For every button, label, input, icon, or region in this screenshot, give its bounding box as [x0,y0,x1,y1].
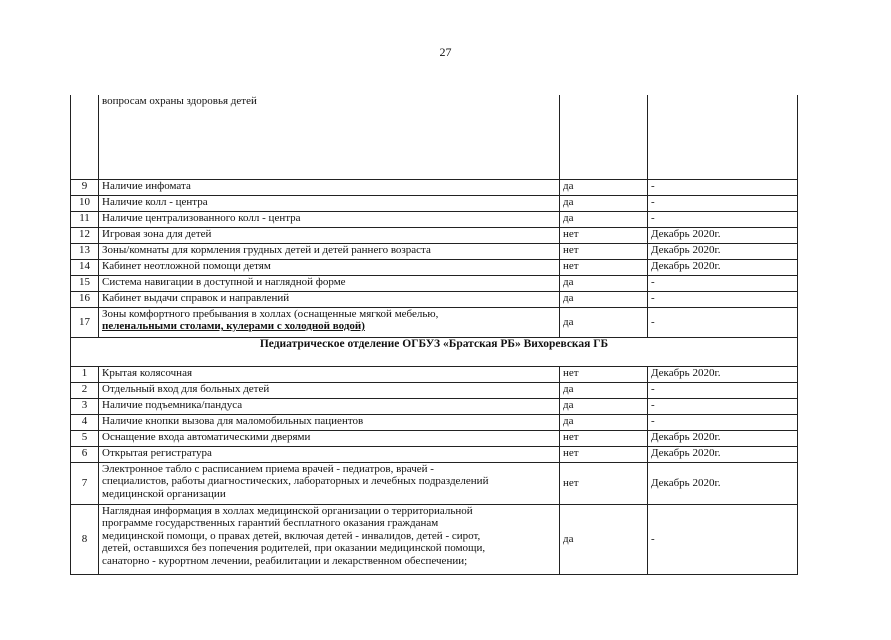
row-deadline: - [648,414,798,430]
table-row-continuation [71,95,798,179]
table-row [71,446,798,462]
table-row [71,462,798,504]
row-number: 14 [71,259,99,275]
row-text: Наличие колл - центра [99,195,560,211]
row-text-line: медицинской организации [102,487,226,500]
table-row [71,275,798,291]
row-deadline: Декабрь 2020г. [648,462,798,504]
row-deadline: - [648,211,798,227]
row-text: Кабинет выдачи справок и направлений [99,291,560,307]
row-deadline: - [648,307,798,337]
row-availability: да [560,211,648,227]
row-availability: да [560,382,648,398]
row-deadline: - [648,275,798,291]
row-text: Наличие инфомата [99,179,560,195]
row-text: Наличие кнопки вызова для маломобильных пациентов [99,414,560,430]
row-text [99,307,560,337]
row-deadline: - [648,398,798,414]
row-number: 2 [71,382,99,398]
row-number: 9 [71,179,99,195]
table-row [71,179,798,195]
row-availability: нет [560,227,648,243]
row-number: 15 [71,275,99,291]
section-header-row [71,337,798,366]
table-row [71,227,798,243]
row-number: 5 [71,430,99,446]
row-deadline: Декабрь 2020г. [648,366,798,382]
row-availability: нет [560,462,648,504]
row-text-line: специалистов, работы диагностических, лабораторных и лечебных подразделений [102,475,489,487]
row-number: 1 [71,366,99,382]
row-text: Открытая регистратура [99,446,560,462]
row-availability: нет [560,446,648,462]
row-text: Наличие подъемника/пандуса [99,398,560,414]
row-number: 6 [71,446,99,462]
row-availability: нет [560,430,648,446]
row-availability: да [560,179,648,195]
row-availability: да [560,504,648,574]
continuation-text: вопросам охраны здоровья детей [99,95,560,179]
row-deadline: Декабрь 2020г. [648,259,798,275]
row-availability: да [560,398,648,414]
row-number: 11 [71,211,99,227]
table-row [71,382,798,398]
row-availability: да [560,307,648,337]
row-text: Оснащение входа автоматическими дверями [99,430,560,446]
row-number: 12 [71,227,99,243]
table-row [71,430,798,446]
table-row [71,211,798,227]
row-text [99,462,560,504]
row-text-line: Наглядная информация в холлах медицинской организации о территориальной [102,504,473,517]
row-number: 16 [71,291,99,307]
row-availability: нет [560,259,648,275]
row-number: 4 [71,414,99,430]
row-deadline: - [648,504,798,574]
measures-table [70,95,798,575]
row-number: 7 [71,462,99,504]
row-deadline: - [648,382,798,398]
row-number: 3 [71,398,99,414]
row-number: 8 [71,504,99,574]
table-row [71,504,798,574]
row-text: Кабинет неотложной помощи детям [99,259,560,275]
row-text: Крытая колясочная [99,366,560,382]
row-deadline: - [648,195,798,211]
row-number: 13 [71,243,99,259]
row-text: Система навигации в доступной и наглядной форме [99,275,560,291]
page-number: 27 [439,45,452,59]
row-availability: да [560,195,648,211]
row-number: 17 [71,307,99,337]
row-deadline: Декабрь 2020г. [648,446,798,462]
row-text-line: программе государственных гарантий бесплатного оказания гражданам [102,517,439,529]
row-text-line: детей, оставшихся без попечения родителей, при оказании медицинской помощи, [102,542,486,554]
row-deadline: - [648,179,798,195]
row-text-line: Электронное табло с расписанием приема врачей - педиатров, врачей - [102,462,434,475]
row-text: Зоны/комнаты для кормления грудных детей и детей раннего возраста [99,243,560,259]
section-title: Педиатрическое отделение ОГБУЗ «Братская РБ» Вихоревская ГБ [71,337,798,366]
row-deadline: Декабрь 2020г. [648,430,798,446]
row-text: Отдельный вход для больных детей [99,382,560,398]
table-row [71,414,798,430]
table-row [71,366,798,382]
table-row [71,307,798,337]
table-row [71,195,798,211]
row-text: Игровая зона для детей [99,227,560,243]
row-number: 10 [71,195,99,211]
row-text-line: санаторно - курортном лечении, реабилитации и лекарственном обеспечении; [102,554,468,567]
row-text-line: Зоны комфортного пребывания в холлах (оснащенные мягкой мебелью, [102,307,439,320]
row-availability: нет [560,366,648,382]
row-availability: да [560,291,648,307]
row-deadline: Декабрь 2020г. [648,243,798,259]
row-text-line: медицинской помощи, о правах детей, включая детей - инвалидов, детей - сирот, [102,529,481,542]
row-availability: да [560,275,648,291]
table-row [71,398,798,414]
table-row [71,243,798,259]
row-text-bold: пеленальными столами, кулерами с холодной водой) [102,320,365,332]
row-availability: да [560,414,648,430]
row-deadline: - [648,291,798,307]
row-text: Наличие централизованного колл - центра [99,211,560,227]
table-row [71,259,798,275]
table-row [71,291,798,307]
row-text [99,504,560,574]
row-deadline: Декабрь 2020г. [648,227,798,243]
row-availability: нет [560,243,648,259]
